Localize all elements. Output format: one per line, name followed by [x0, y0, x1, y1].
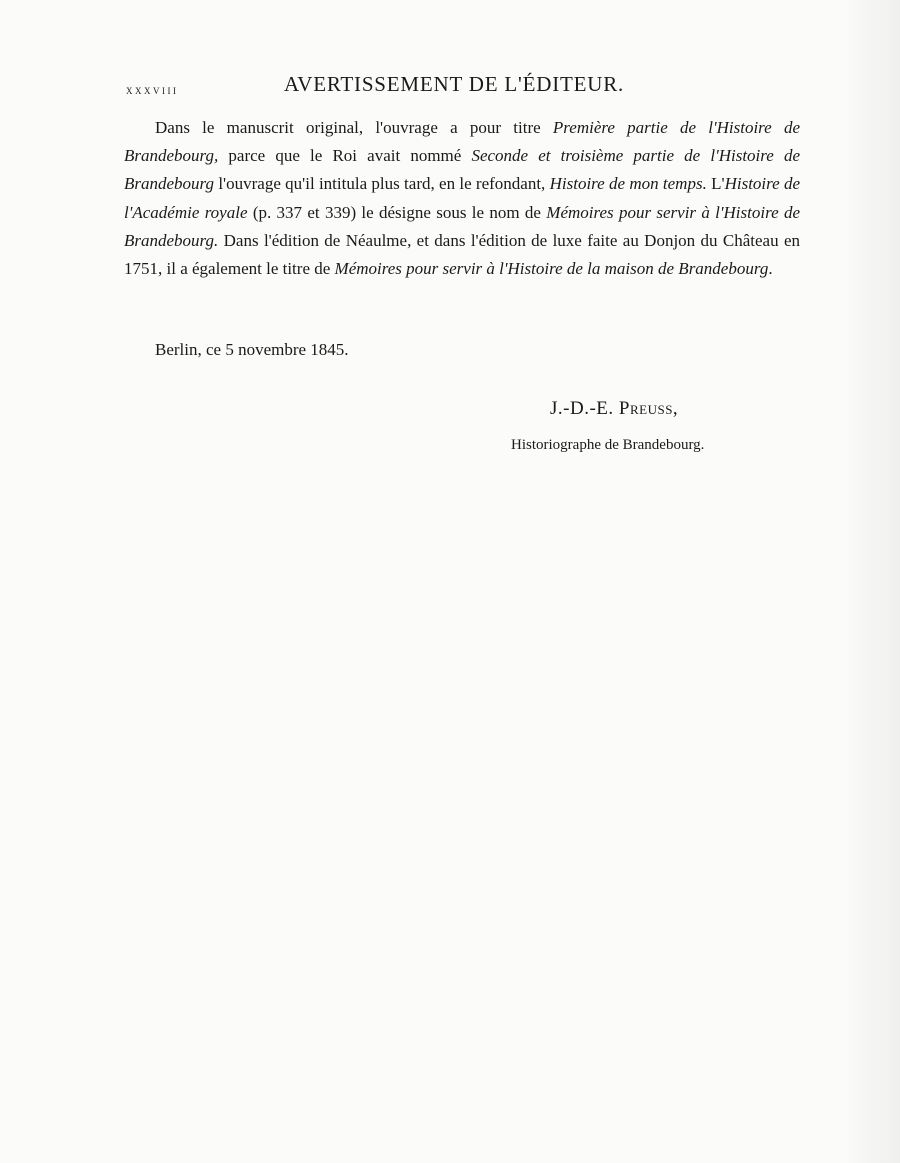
italic-title: Histoire de l'Académie royale [124, 174, 801, 222]
text-run: L' [706, 174, 725, 194]
dateline: Berlin, ce 5 novembre 1845. [155, 340, 349, 359]
signature [550, 398, 678, 420]
body-paragraph [124, 114, 800, 283]
italic-title: Histoire de mon temps. [549, 174, 707, 194]
signature-title: Historiographe de Brandebourg. [511, 437, 705, 453]
text-run: parce que le Roi avait nommé [218, 146, 472, 166]
section-title: AVERTISSEMENT DE L'ÉDITEUR. [284, 72, 625, 96]
page-number: xxxviii [126, 82, 179, 97]
signature-surname: Preuss [618, 398, 673, 419]
text-run: Dans l'édition de Néaulme, et dans l'édition de luxe faite au Donjon du Château en 1751, il a également le titre de [124, 230, 800, 279]
italic-title: Seconde et troisième partie de l'Histoire de Brandebourg [124, 146, 800, 194]
text-run: Dans le manuscrit original, l'ouvrage a pour titre [155, 118, 553, 137]
text-run: l'ouvrage qu'il intitula plus tard, en le refondant, [214, 174, 550, 194]
text-run: . [768, 259, 773, 279]
page-edge-shadow [840, 0, 900, 1163]
italic-title: Mémoires pour servir à l'Histoire de la maison de Brandebourg [334, 259, 769, 279]
paragraph-text [124, 114, 800, 283]
italic-title: Première partie de l'Histoire de Brandebourg, [124, 118, 800, 166]
signature-comma: , [672, 398, 679, 419]
running-head [126, 72, 646, 106]
text-run: (p. 337 et 339) le désigne sous le nom de [247, 202, 547, 222]
signature-initials: J.-D.-E. [550, 398, 619, 419]
italic-title: Mémoires pour servir à l'Histoire de Brandebourg. [124, 202, 800, 250]
